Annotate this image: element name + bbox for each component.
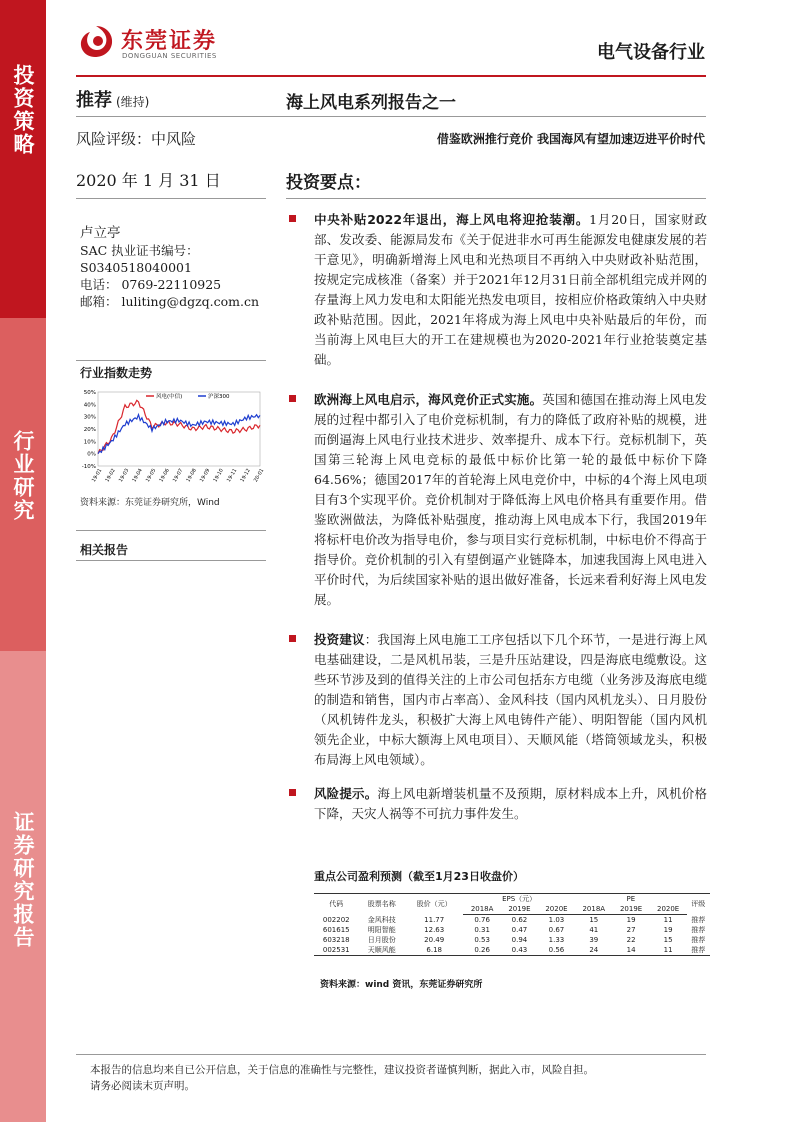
col-rating: 评级 (691, 900, 706, 909)
x-tick-label: 19-09 (198, 467, 212, 484)
x-tick-label: 19-07 (171, 467, 185, 484)
analyst-phone: 电话： 0769-22110925 (80, 277, 222, 292)
title-divider (76, 116, 706, 117)
key-point-lead: 投资建议 (314, 632, 365, 647)
x-tick-label: 19-11 (225, 467, 239, 484)
col-price: 股价（元） (416, 900, 452, 909)
legend-label: 风电(中信) (156, 394, 183, 400)
analyst-info (80, 225, 259, 310)
table-cell: 15 (589, 916, 599, 924)
key-point-lead: 欧洲海上风电启示，海风竞价正式实施。 (314, 392, 543, 407)
report-date: 2020 年 1 月 31 日 (76, 171, 221, 190)
side-banner (0, 0, 46, 1122)
rating: 推荐 (维持) (76, 90, 150, 111)
table-cell: 11 (650, 945, 687, 956)
y-tick-label: 10% (83, 439, 96, 446)
table-cell: 金风科技 (367, 915, 396, 924)
risk-level: 风险评级：中风险 (76, 130, 197, 148)
x-tick-label: 19-02 (104, 467, 117, 484)
x-tick-label: 19-05 (144, 467, 158, 484)
side-label-strategy: 投资策略 (0, 0, 46, 318)
y-tick-label: 0% (87, 451, 96, 458)
profit-forecast-table (314, 893, 710, 956)
y-tick-label: -10% (81, 464, 96, 470)
col-code: 代码 (329, 900, 344, 909)
col-year: 2020E (650, 904, 687, 915)
key-point-text: ：我国海上风电施工工序包括以下几个环节，一是进行海上风电基础建设，二是风机吊装，三是升压站建设，四是海底电缆敷设。这些环节涉及到的值得关注的上市公司包括东方电缆（业务涉及海底电缆的制造和销售，国内市占率高）、金风科技（国内风机龙头）、日月股份（风机铸件龙头，积极扩大海上风电铸件产能）、明阳智能（国内风机领先企业，中标大额海上风电项目）、天顺风能（塔筒领域龙头，积极布局海上风电领域）。 (314, 632, 707, 767)
legend-label: 沪深300 (208, 394, 230, 400)
table-cell: 14 (613, 945, 650, 956)
key-point-subsidy (289, 210, 707, 370)
table-cell: 19 (663, 926, 673, 934)
analyst-email[interactable]: 邮箱： luliting@dgzq.com.cn (80, 294, 260, 309)
table-cell: 1.33 (548, 936, 565, 944)
analyst-name: 卢立亭 (80, 225, 121, 241)
table-cell: 15 (663, 936, 673, 944)
table-cell: 41 (589, 926, 599, 934)
x-tick-label: 19-03 (117, 467, 131, 484)
col-name: 股票名称 (367, 900, 396, 909)
col-pe: PE (626, 895, 636, 903)
table-cell: 推荐 (691, 926, 706, 934)
col-year: 2019E (501, 904, 538, 915)
col-year: 2018A (463, 904, 501, 915)
logo-emblem-icon (76, 22, 116, 60)
company-logo (76, 22, 236, 64)
table-cell: 天顺风能 (358, 945, 405, 956)
y-tick-label: 50% (83, 390, 96, 396)
table-cell: 22 (626, 936, 636, 944)
bullet-square-icon (289, 215, 296, 222)
col-year: 2018A (575, 904, 613, 915)
table-cell: 12.63 (424, 926, 445, 934)
side-label-industry: 行业研究 (0, 318, 46, 651)
table-cell: 0.56 (538, 945, 575, 956)
logo-cn: 东莞证券 (121, 28, 218, 54)
col-eps: EPS（元） (502, 895, 537, 903)
disclaimer: 本报告的信息均来自已公开信息，关于信息的准确性与完整性，建议投资者谨慎判断，据此入市，风险自担。 请务必阅读末页声明。 (90, 1064, 594, 1092)
table-cell: 推荐 (691, 936, 706, 944)
table-cell: 日月股份 (367, 936, 396, 944)
x-tick-label: 19-04 (131, 467, 144, 484)
table-cell: 0.67 (548, 926, 565, 934)
y-tick-label: 30% (83, 414, 96, 421)
header-divider (76, 75, 706, 77)
x-tick-label: 19-06 (158, 467, 171, 484)
bullet-square-icon (289, 635, 296, 642)
table-row (314, 935, 710, 945)
divider (76, 360, 266, 361)
col-year: 2019E (613, 904, 650, 915)
analyst-sac-no: S0340518040001 (80, 260, 192, 275)
table-cell: 19 (626, 916, 636, 924)
table-cell: 明阳智能 (367, 926, 396, 934)
key-point-lead: 中央补贴2022年退出，海上风电将迎抢装潮。 (314, 212, 590, 227)
table-row (314, 945, 710, 956)
table-source: 资料来源：wind 资讯，东莞证券研究所 (320, 980, 483, 990)
index-trend-chart (76, 384, 266, 492)
table-cell: 20.49 (424, 936, 445, 944)
x-tick-label: 19-01 (90, 467, 104, 484)
profit-table-title: 重点公司盈利预测（截至1月23日收盘价） (314, 870, 524, 883)
table-cell: 0.31 (474, 926, 490, 934)
y-tick-label: 40% (83, 402, 96, 409)
table-cell: 0.26 (463, 945, 501, 956)
report-title: 海上风电系列报告之一 (286, 93, 456, 113)
key-points-title: 投资要点： (286, 173, 371, 193)
footer-divider (76, 1054, 706, 1055)
table-cell: 24 (575, 945, 613, 956)
table-cell: 0.62 (511, 916, 528, 924)
key-point-risk (289, 784, 707, 824)
analyst-sac-label: SAC 执业证书编号： (80, 243, 199, 258)
rating-note: (维持) (116, 95, 150, 109)
table-row (314, 915, 710, 926)
x-tick-label: 19-08 (185, 467, 198, 484)
chart-source: 资料来源：东莞证券研究所，Wind (80, 498, 220, 508)
table-cell: 002202 (322, 915, 350, 924)
y-tick-label: 20% (83, 427, 96, 433)
report-subtitle: 借鉴欧洲推行竞价 我国海风有望加速迈进平价时代 (436, 132, 705, 146)
side-label-report: 证券研究报告 (0, 651, 46, 1122)
key-point-text: 海上风电新增装机量不及预期，原材料成本上升，风机价格下降，天灾人祸等不可抗力事件发生。 (314, 786, 707, 821)
table-cell: 推荐 (691, 915, 706, 924)
bullet-square-icon (289, 789, 296, 796)
divider (76, 530, 266, 531)
related-reports-title: 相关报告 (80, 543, 129, 557)
table-cell: 0.47 (511, 926, 528, 934)
table-cell: 6.18 (405, 945, 463, 956)
table-cell: 1.03 (548, 916, 565, 924)
index-chart-title: 行业指数走势 (80, 366, 153, 380)
table-cell: 11 (663, 916, 673, 924)
bullet-square-icon (289, 395, 296, 402)
table-cell: 601615 (322, 926, 350, 934)
table-cell: 推荐 (687, 945, 710, 956)
table-cell: 11.77 (424, 915, 445, 924)
table-cell: 27 (626, 926, 636, 934)
divider (286, 198, 706, 199)
key-point-text: 1月20日，国家财政部、发改委、能源局发布《关于促进非水可再生能源发电健康发展的若干意见》，明确新增海上风电和光热项目不再纳入中央财政补贴范围，按规定完成核准（备案）并于2021年12月31日前全部机组完成并网的存量海上风力发电和太阳能光热发电项目，按相应价格政策纳入中央财政补贴范围。因此，2021年将成为海上风电中央补贴最后的年份，而当前海上风电巨大的开工在建规模也为2020-2021年行业抢装奠定基础。 (314, 212, 708, 367)
table-cell: 603218 (322, 936, 350, 944)
series-line-1 (98, 415, 260, 454)
table-cell: 39 (589, 936, 599, 944)
key-point-investment (289, 630, 707, 770)
divider (76, 198, 266, 199)
key-point-text: 英国和德国在推动海上风电发展的过程中都引入了电价竞标机制，有力的降低了政府补贴的规模，进而倒逼海上风电行业技术进步、效率提升、成本下行。竞标机制下，英国第三轮海上风电竞标的最低中标价比第一轮的最低中标价下降64.56%；德国2017年的首轮海上风电竞价中，中标的4个海上风电项目有3个实现平价。竞价机制对于降低海上风电价格具有重要作用。借鉴欧洲做法，为降低补贴强度，推动海上风电成本下行，我国2019年将标杆电价改为指导电价，参与项目实行竞标机制，中标电价不得高于指导价。竞价机制的引入有望倒逼产业链降本，加速我国海上风电进入平价时代，为后续国家补贴的退出做好准备，长远来看利好海上风电发展。 (314, 392, 707, 607)
table-cell: 002531 (314, 945, 358, 956)
table-header-row (314, 894, 710, 905)
x-tick-label: 19-12 (239, 467, 252, 484)
industry-label: 电气设备行业 (597, 42, 705, 63)
table-cell: 0.53 (474, 936, 490, 944)
table-row (314, 925, 710, 935)
x-tick-label: 19-10 (212, 467, 225, 484)
table-cell: 0.43 (501, 945, 538, 956)
table-cell: 0.94 (511, 936, 528, 944)
table-cell: 0.76 (474, 916, 490, 924)
x-tick-label: 20-01 (252, 467, 266, 484)
logo-en: DONGGUAN SECURITIES (122, 52, 217, 60)
key-point-europe (289, 390, 707, 610)
key-point-lead: 风险提示。 (314, 786, 378, 801)
col-year: 2020E (538, 904, 575, 915)
divider (76, 560, 266, 561)
